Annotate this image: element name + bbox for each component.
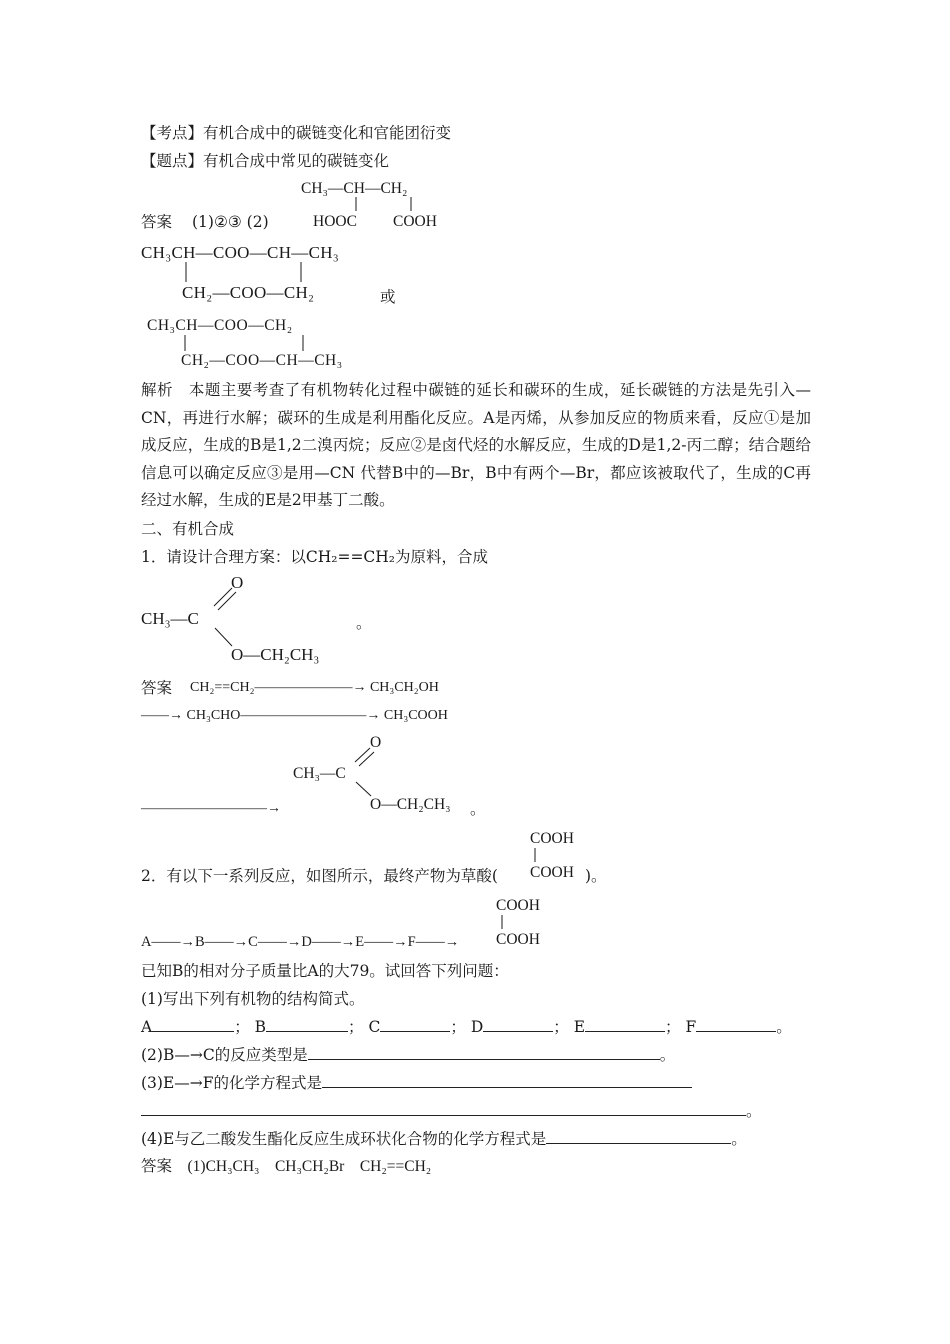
ring2-bottom: CH₂—COO—CH—CH₃	[181, 352, 343, 369]
q1-step2: ——→ CH₃CHO—————————→ CH₃COOH	[141, 708, 448, 723]
q1-step3-period: 。	[470, 800, 486, 818]
sub4-text: (4)E与乙二酸发生酯化反应生成环状化合物的化学方程式是	[141, 1130, 547, 1148]
bond-line	[355, 748, 370, 762]
answer-items: (1)②③ (2)	[192, 213, 269, 231]
kaodian-line: 【考点】有机合成中的碳链变化和官能团衍变	[141, 124, 452, 142]
or-text: 或	[380, 288, 396, 306]
bond-line	[356, 782, 371, 796]
sub2-text: (2)B—→C的反应类型是	[141, 1046, 308, 1064]
period: 。	[746, 1102, 762, 1120]
label-f: F	[685, 1018, 697, 1036]
q1-period: 。	[356, 614, 372, 632]
sub3-text: (3)E—→F的化学方程式是	[141, 1074, 323, 1092]
q1-step3-oet: O—CH₂CH₃	[370, 796, 451, 813]
bond-line	[214, 588, 232, 606]
chain-cooh-top: COOH	[496, 897, 540, 914]
bond-line	[215, 628, 232, 646]
q1-answer-label: 答案	[141, 679, 173, 697]
struct-cooh: COOH	[393, 213, 437, 230]
reaction-chain: A——→B——→C——→D——→E——→F——→	[141, 934, 460, 950]
sep: ；	[553, 1018, 569, 1036]
tidian-line: 【题点】有机合成中常见的碳链变化	[141, 152, 390, 170]
bond-line	[359, 752, 374, 766]
q1-step3-o: O	[370, 734, 382, 751]
ring2-top: CH₃CH—COO—CH₂	[147, 317, 293, 334]
struct-hooc: HOOC	[313, 213, 357, 230]
q1-product-ch3c: CH₃—C	[141, 609, 199, 628]
struct-chain: CH₃—CH—CH₂	[301, 180, 408, 197]
sep: ；	[348, 1018, 364, 1036]
q1-text: 1．请设计合理方案：以CH₂==CH₂为原料，合成	[141, 548, 489, 566]
q1-product-oet: O—CH₂CH₃	[231, 645, 320, 664]
sep: ；	[234, 1018, 250, 1036]
ring1-top: CH₃CH—COO—CH—CH₃	[141, 243, 340, 262]
analysis-text: 本题主要考查了有机物转化过程中碳链的延长和碳环的生成，延长碳链的方法是先引入—CN，再进行水解；碳环的生成是利用酯化反应。A是丙烯，从参加反应的物质来看，反应①是加成反应，生成的B是1,2二溴丙烷；反应②是卤代烃的水解反应，生成的D是1,2-丙二醇；结合题给信息可以确定反应③是用—CN 代替B中的—Br，B中有两个—Br，都应该被取代了，生成的C再经过水解，生成的E是2甲基丁二酸。	[141, 381, 811, 509]
q2-text-end: )。	[585, 867, 607, 885]
q2-given: 已知B的相对分子质量比A的大79。试回答下列问题：	[141, 962, 509, 980]
q2-sub1: (1)写出下列有机物的结构简式。	[141, 990, 365, 1008]
period: 。	[731, 1130, 747, 1148]
q1-step1: CH₂==CH₂———————→ CH₃CH₂OH	[190, 680, 439, 695]
label-a: A	[141, 1018, 153, 1036]
ring1-bottom: CH₂—COO—CH₂	[182, 283, 315, 302]
oxalic-cooh-top: COOH	[530, 830, 574, 847]
period: 。	[776, 1018, 792, 1036]
answer-label: 答案	[141, 213, 173, 231]
sep: ；	[450, 1018, 466, 1036]
label-b: B	[254, 1018, 267, 1036]
analysis-label: 解析	[141, 381, 173, 399]
oxalic-cooh-bottom: COOH	[530, 864, 574, 881]
q1-step3-arrow: —————————→	[141, 801, 281, 816]
section-title: 二、有机合成	[141, 520, 235, 538]
label-e: E	[573, 1018, 586, 1036]
q2-answer: 答案 (1)CH₃CH₃ CH₃CH₂Br CH₂==CH₂	[141, 1158, 432, 1175]
period: 。	[659, 1046, 676, 1064]
sep: ；	[665, 1018, 681, 1036]
label-d: D	[470, 1018, 484, 1036]
q1-step3-ch3c: CH₃—C	[293, 765, 346, 782]
chain-cooh-bottom: COOH	[496, 931, 540, 948]
q2-text: 2．有以下一系列反应，如图所示，最终产物为草酸(	[141, 867, 498, 885]
label-c: C	[368, 1018, 381, 1036]
q1-product-o: O	[231, 573, 244, 592]
bond-line	[218, 592, 236, 610]
